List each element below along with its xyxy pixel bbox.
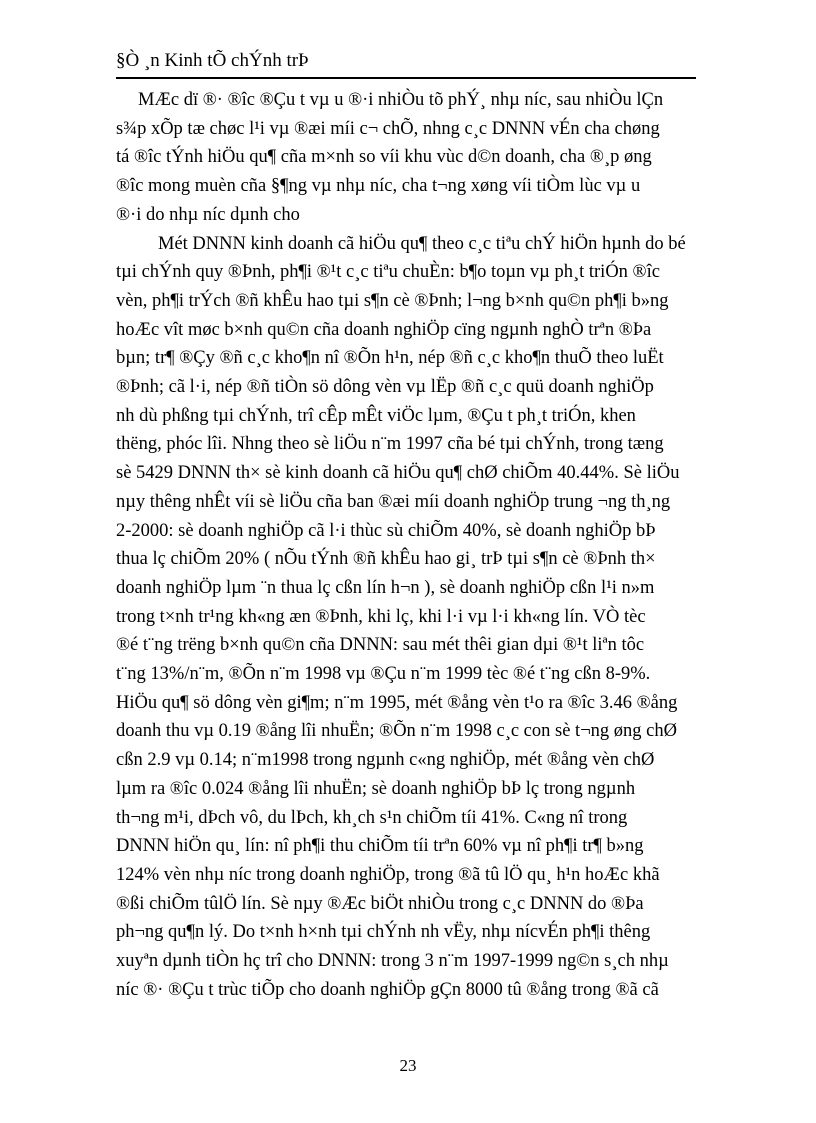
text-line: trong t×nh tr¹ng kh«ng æn ®Þnh, khi lç, khi l·i vµ l·i kh«ng lín. VÒ tèc	[116, 606, 646, 627]
text-line: níc ®· ®Çu t trùc tiÕp cho doanh nghiÖp gÇn 8000 tû ®ång trong ®ã cã	[116, 979, 659, 1000]
text-line: xuyªn dµnh tiÒn hç trî cho DNNN: trong 3 n¨m 1997-1999 ng©n s¸ch nhµ	[116, 951, 669, 972]
text-line: nh dù phßng tµi chÝnh, trî cÊp mÊt viÖc lµm, ®Çu t ph¸t triÓn, khen	[116, 405, 636, 426]
text-line: Mét DNNN kinh doanh cã hiÖu qu¶ theo c¸c tiªu chÝ hiÖn hµnh do bé	[158, 233, 686, 254]
text-line: HiÖu qu¶ sö dông vèn gi¶m; n¨m 1995, mét ®ång vèn t¹o ra ®îc 3.46 ®ång	[116, 692, 678, 713]
text-line: ®é t¨ng trëng b×nh qu©n cña DNNN: sau mét thêi gian dµi ®¹t liªn tôc	[116, 635, 645, 656]
text-line: s¾p xÕp tæ chøc l¹i vµ ®æi míi c¬ chÕ, nhng c¸c DNNN vÉn cha chøng	[116, 118, 660, 139]
text-line: thëng, phóc lîi. Nhng theo sè liÖu n¨m 1997 cña bé tµi chÝnh, trong tæng	[116, 434, 664, 455]
text-line: doanh thu vµ 0.19 ®ång lîi nhuËn; ®Õn n¨m 1998 c¸c con sè t¬ng øng chØ	[116, 721, 677, 742]
text-line: MÆc dï ®· ®îc ®Çu t vµ u ®·i nhiÒu tõ phÝ¸ nhµ níc, sau nhiÒu lÇn	[138, 90, 664, 110]
text-line: ®·i do nhµ níc dµnh cho	[116, 204, 300, 225]
text-line: tá ®îc tÝnh hiÖu qu¶ cña m×nh so víi khu vùc d©n doanh, cha ®¸p øng	[116, 147, 652, 168]
text-line: cßn 2.9 vµ 0.14; n¨m1998 trong ngµnh c«ng nghiÖp, mét ®ång vèn chØ	[116, 750, 655, 771]
text-line: ®ßi chiÕm tûlÖ lín. Sè nµy ®Æc biÖt nhiÒu trong c¸c DNNN do ®Þa	[116, 893, 644, 914]
body-text	[116, 86, 696, 1005]
text-line: doanh nghiÖp lµm ¨n thua lç cßn lín h¬n ), sè doanh nghiÖp cßn l¹i n»m	[116, 577, 655, 598]
text-line: 2-2000: sè doanh nghiÖp cã l·i thùc sù chiÕm 40%, sè doanh nghiÖp bÞ	[116, 520, 656, 541]
text-line: hoÆc vît møc b×nh qu©n cña doanh nghiÖp cïng ngµnh nghÒ trªn ®Þa	[116, 319, 652, 340]
text-line: DNNN hiÖn qu¸ lín: nî ph¶i thu chiÕm tíi trªn 60% vµ nî ph¶i tr¶ b»ng	[116, 836, 644, 857]
text-line: ®Þnh; cã l·i, nép ®ñ tiÒn sö dông vèn vµ lËp ®ñ c¸c quü doanh nghiÖp	[116, 377, 654, 398]
running-header: §Ò ¸n Kinh tÕ chÝnh trÞ	[116, 50, 309, 71]
text-line: nµy thêng nhÊt víi sè liÖu cña ban ®æi míi doanh nghiÖp trung ¬ng th¸ng	[116, 491, 671, 512]
text-line: thua lç chiÕm 20% ( nÕu tÝnh ®ñ khÊu hao gi¸ trÞ tµi s¶n cè ®Þnh th×	[116, 549, 656, 570]
text-line: 124% vèn nhµ níc trong doanh nghiÖp, trong ®ã tû lÖ qu¸ h¹n hoÆc khã	[116, 864, 660, 885]
text-line: ®îc mong muèn cña §¶ng vµ nhµ níc, cha t¬ng xøng víi tiÒm lùc vµ u	[116, 176, 641, 197]
text-line: vèn, ph¶i trÝch ®ñ khÊu hao tµi s¶n cè ®Þnh; l¬ng b×nh qu©n ph¶i b»ng	[116, 290, 669, 311]
text-line: sè 5429 DNNN th× sè kinh doanh cã hiÖu qu¶ chØ chiÕm 40.44%. Sè liÖu	[116, 463, 680, 484]
text-line: tµi chÝnh quy ®Þnh, ph¶i ®¹t c¸c tiªu chuÈn: b¶o toµn vµ ph¸t triÓn ®îc	[116, 262, 660, 283]
page-number: 23	[399, 1056, 417, 1075]
text-line: bµn; tr¶ ®Çy ®ñ c¸c kho¶n nî ®Õn h¹n, nép ®ñ c¸c kho¶n thuÕ theo luËt	[116, 348, 664, 369]
text-line: t¨ng 13%/n¨m, ®Õn n¨m 1998 vµ ®Çu n¨m 1999 tèc ®é t¨ng cßn 8-9%.	[116, 664, 651, 685]
text-line: th¬ng m¹i, dÞch vô, du lÞch, kh¸ch s¹n chiÕm tíi 41%. C«ng nî trong	[116, 807, 628, 828]
text-line: ph¬ng qu¶n lý. Do t×nh h×nh tµi chÝnh nh vËy, nhµ nícvÉn ph¶i thêng	[116, 922, 651, 943]
header-rule	[116, 77, 696, 79]
text-line: lµm ra ®îc 0.024 ®ång lîi nhuËn; sè doanh nghiÖp bÞ lç trong ngµnh	[116, 778, 636, 799]
